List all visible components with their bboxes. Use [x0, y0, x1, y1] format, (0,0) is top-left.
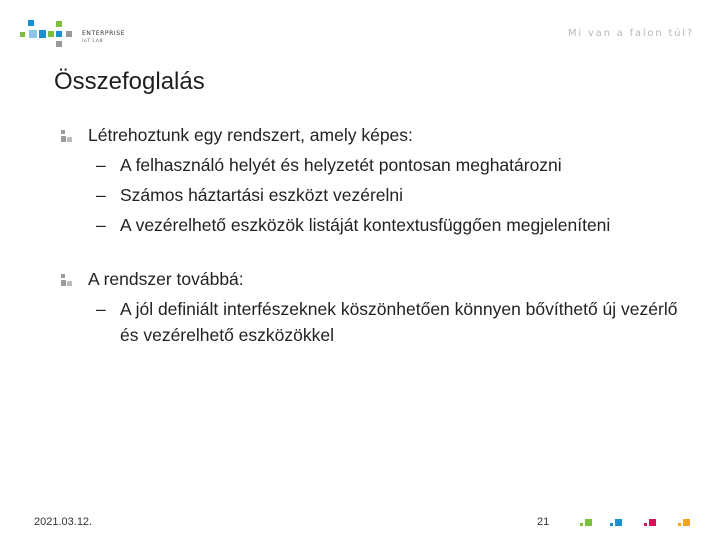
- bullet-text: Létrehoztunk egy rendszert, amely képes:: [88, 125, 413, 145]
- bullet-item: [60, 122, 680, 238]
- sub-bullet-text: A felhasználó helyét és helyzetét pontosan meghatározni: [120, 155, 562, 175]
- square-bullet-icon: [60, 274, 74, 288]
- sub-bullet-item: [88, 212, 680, 238]
- dash-marker: –: [96, 155, 106, 175]
- sub-bullet-item: [88, 296, 680, 348]
- logo-subtitle: IoT LAB: [82, 39, 104, 44]
- dash-marker: –: [96, 299, 106, 319]
- sub-bullet-item: [88, 152, 680, 178]
- dash-marker: –: [96, 185, 106, 205]
- page-number: 21: [537, 516, 550, 528]
- footer-decoration-icon: [580, 516, 700, 528]
- bullet-list: [60, 122, 680, 352]
- dash-marker: –: [96, 215, 106, 235]
- bullet-item: [60, 266, 680, 348]
- page-title: Összefoglalás: [54, 68, 205, 95]
- footer-date: 2021.03.12.: [34, 516, 93, 528]
- sub-bullet-text: Számos háztartási eszközt vezérelni: [120, 185, 404, 205]
- bullet-text: A rendszer továbbá:: [88, 269, 244, 289]
- square-bullet-icon: [60, 130, 74, 144]
- sub-bullet-item: [88, 182, 680, 208]
- sub-bullet-list: [88, 296, 680, 348]
- sub-bullet-list: [88, 152, 680, 238]
- logo-name: ENTERPRISE: [82, 30, 126, 37]
- header-title: Mi van a falon túl?: [567, 28, 694, 39]
- sub-bullet-text: A vezérelhető eszközök listáját kontextusfüggően megjeleníteni: [120, 215, 611, 235]
- sub-bullet-text: A jól definiált interfészeknek köszönhetően könnyen bővíthető új vezérlő és vezérelhető eszközökkel: [120, 299, 678, 345]
